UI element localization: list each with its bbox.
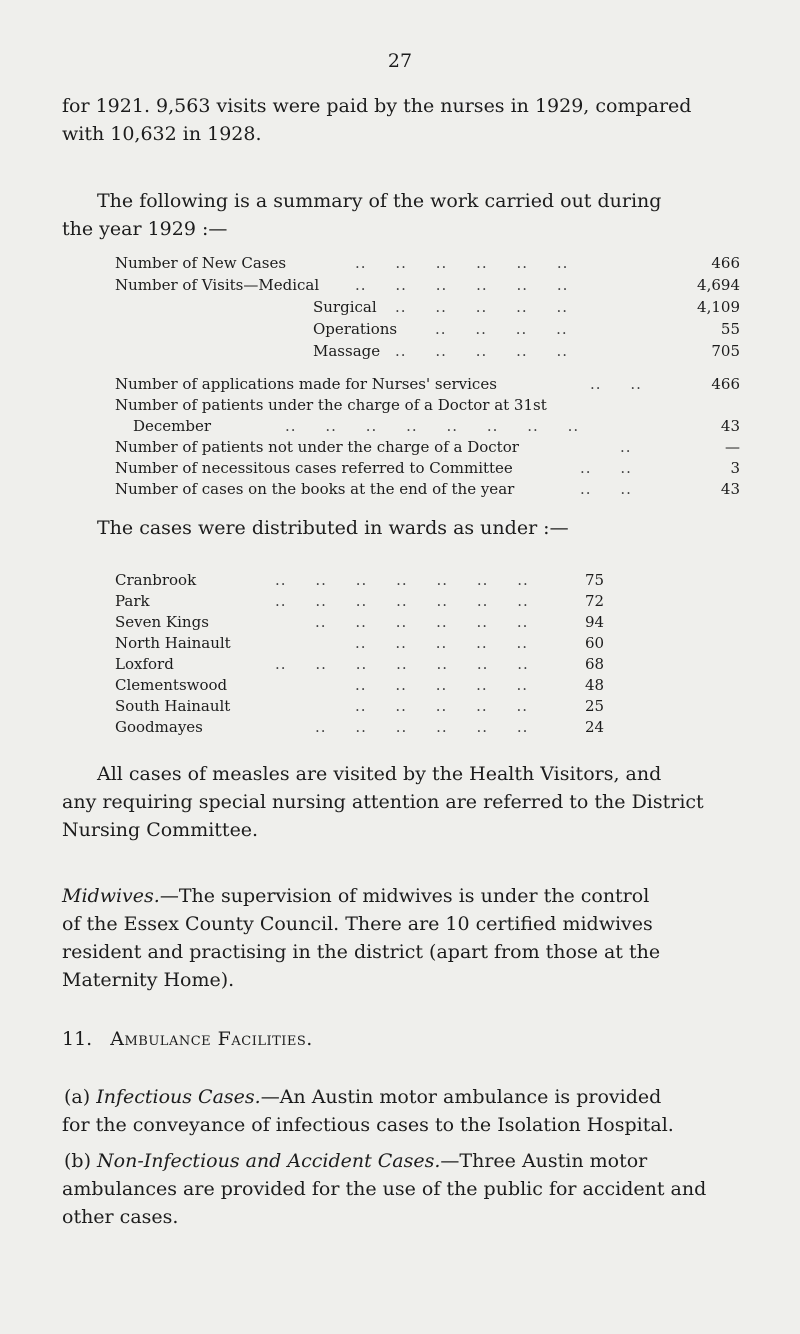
table-row [115, 634, 740, 652]
leader-dots: .. .. .. .. .. [395, 298, 569, 316]
table-row [115, 320, 740, 338]
midwives-line: resident and practising in the district (apart from those at the [62, 941, 661, 963]
leader-dots: .. [620, 438, 632, 456]
row-value: 43 [720, 417, 740, 435]
leader-dots: .. .. .. .. .. [355, 676, 529, 694]
intro-line: for 1921. 9,563 visits were paid by the nurses in 1929, compared [62, 95, 692, 117]
row-label: Operations [313, 320, 398, 338]
measles-line: All cases of measles are visited by the Health Visitors, and [97, 763, 662, 785]
table-row [115, 655, 740, 673]
row-label: Number of Visits—Medical [115, 276, 320, 294]
row-label: Surgical [313, 298, 377, 316]
ward-value: 72 [585, 592, 605, 610]
ward-value: 75 [585, 571, 605, 589]
wards-intro-line: The cases were distributed in wards as under :— [97, 517, 569, 539]
ward-value: 94 [585, 613, 605, 631]
measles-paragraph [62, 760, 742, 844]
leader-dots: .. .. [590, 375, 642, 393]
non-infectious-text: —Three Austin motor [440, 1150, 648, 1172]
table-row [115, 342, 740, 360]
ward-name: North Hainault [115, 634, 231, 652]
midwives-line: of the Essex County Council. There are 10 certified midwives [62, 913, 653, 935]
row-label: Number of necessitous cases referred to Committee [115, 459, 513, 477]
leader-dots: .. .. .. .. .. .. [355, 276, 569, 294]
leader-dots: .. .. .. .. .. [395, 342, 569, 360]
table-row [115, 254, 740, 272]
ward-name: Clementswood [115, 676, 228, 694]
ward-name: Park [115, 592, 150, 610]
row-label: Number of cases on the books at the end of the year [115, 480, 515, 498]
table-row [115, 718, 740, 736]
ward-value: 25 [585, 697, 605, 715]
row-value: 4,694 [697, 276, 740, 294]
measles-line: Nursing Committee. [62, 819, 259, 841]
item-marker: (b) [64, 1150, 91, 1172]
table-row [115, 417, 740, 435]
ward-name: Cranbrook [115, 571, 197, 589]
section-title: Ambulance Facilities. [110, 1028, 313, 1050]
non-infectious-paragraph [62, 1147, 742, 1231]
table-row [115, 375, 740, 393]
intro-line: with 10,632 in 1928. [62, 123, 262, 145]
ward-value: 48 [585, 676, 605, 694]
non-infectious-title: Non-Infectious and Accident Cases. [97, 1150, 441, 1172]
table-row [115, 438, 740, 456]
row-label: December [133, 417, 212, 435]
row-label: Number of New Cases [115, 254, 287, 272]
infectious-paragraph [62, 1083, 742, 1139]
table-row [115, 613, 740, 631]
infectious-title: Infectious Cases. [96, 1086, 261, 1108]
infectious-line: for the conveyance of infectious cases to the Isolation Hospital. [62, 1114, 674, 1136]
summary-intro-line: The following is a summary of the work carried out during [97, 190, 662, 212]
leader-dots: .. .. .. .. .. .. .. [275, 592, 529, 610]
leader-dots: .. .. .. .. [435, 320, 568, 338]
row-label: Massage [313, 342, 381, 360]
leader-dots: .. .. [580, 459, 632, 477]
summary-intro-paragraph [62, 187, 742, 243]
leader-dots: .. .. .. .. .. .. [315, 718, 529, 736]
summary-intro-line: the year 1929 :— [62, 218, 228, 240]
row-value: 55 [720, 320, 740, 338]
row-value: 4,109 [697, 298, 740, 316]
row-value: 3 [730, 459, 740, 477]
row-label: Number of applications made for Nurses' services [115, 375, 497, 393]
row-value: 466 [711, 375, 740, 393]
item-marker: (a) [64, 1086, 91, 1108]
midwives-title: Midwives. [62, 885, 160, 907]
measles-line: any requiring special nursing attention are referred to the District [62, 791, 704, 813]
table-row [115, 480, 740, 498]
row-label: Number of patients under the charge of a Doctor at 31st [115, 396, 547, 414]
table-row [115, 459, 740, 477]
leader-dots: .. .. .. .. .. [355, 634, 529, 652]
non-infectious-line: other cases. [62, 1206, 179, 1228]
leader-dots: .. .. .. .. .. .. .. .. [285, 417, 580, 435]
table-row [115, 298, 740, 316]
midwives-paragraph [62, 882, 742, 994]
wards-intro [62, 514, 742, 542]
ward-value: 60 [585, 634, 605, 652]
table-row [115, 697, 740, 715]
table-row [115, 276, 740, 294]
leader-dots: .. .. .. .. .. .. .. [275, 655, 529, 673]
ward-value: 24 [585, 718, 605, 736]
ward-name: Seven Kings [115, 613, 209, 631]
row-value: 43 [720, 480, 740, 498]
ward-name: Loxford [115, 655, 174, 673]
leader-dots: .. .. .. .. .. .. [355, 254, 569, 272]
ward-name: South Hainault [115, 697, 231, 715]
section-number: 11. [62, 1028, 93, 1050]
page-number: 27 [387, 50, 413, 72]
section-heading-ambulance [62, 1025, 313, 1053]
ward-value: 68 [585, 655, 605, 673]
ward-name: Goodmayes [115, 718, 203, 736]
leader-dots: .. .. .. .. .. .. .. [275, 571, 529, 589]
row-value: — [725, 438, 740, 456]
leader-dots: .. .. .. .. .. [355, 697, 529, 715]
row-value: 705 [711, 342, 740, 360]
row-value: 466 [711, 254, 740, 272]
intro-paragraph [62, 92, 742, 148]
table-row [115, 592, 740, 610]
midwives-line: Maternity Home). [62, 969, 235, 991]
infectious-text: —An Austin motor ambulance is provided [260, 1086, 662, 1108]
table-row [115, 396, 740, 414]
non-infectious-line: ambulances are provided for the use of the public for accident and [62, 1178, 707, 1200]
table-row [115, 571, 740, 589]
leader-dots: .. .. [580, 480, 632, 498]
table-row [115, 676, 740, 694]
leader-dots: .. .. .. .. .. .. [315, 613, 529, 631]
row-label: Number of patients not under the charge of a Doctor [115, 438, 519, 456]
midwives-text: —The supervision of midwives is under the control [159, 885, 650, 907]
